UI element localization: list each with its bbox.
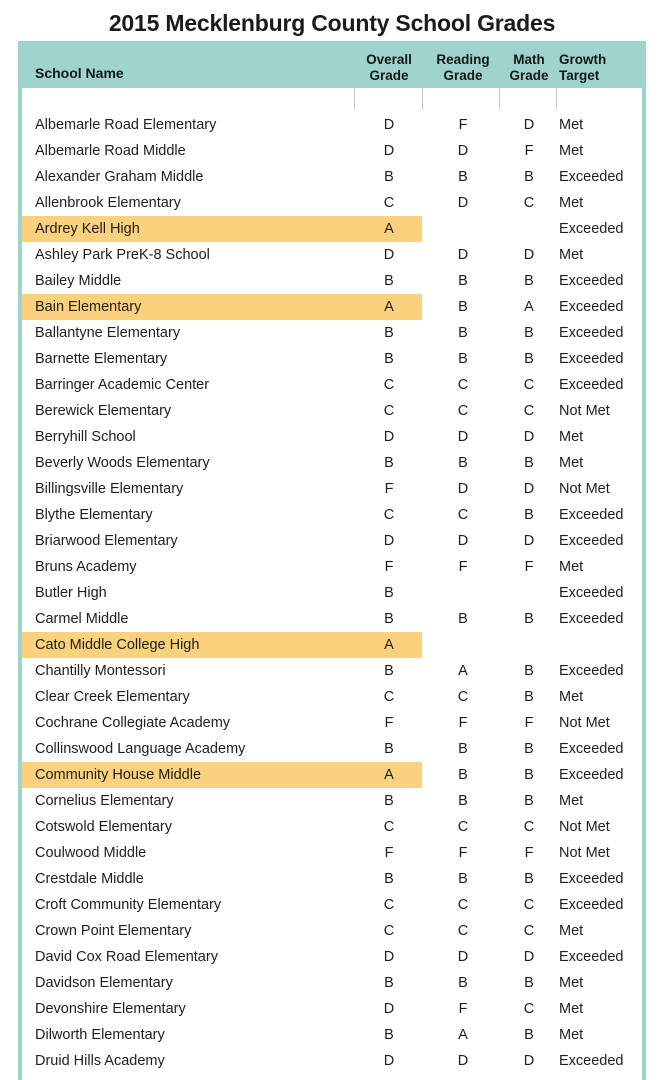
cell-growth-target: Exceeded xyxy=(559,169,624,185)
column-header-reading-grade xyxy=(426,52,500,83)
cell-math-grade: D xyxy=(523,533,535,549)
cell-reading-grade: B xyxy=(458,611,468,627)
cell-growth-target: Not Met xyxy=(559,819,610,835)
cell-growth-target: Not Met xyxy=(559,403,610,419)
cell-overall-grade: C xyxy=(383,689,395,705)
cell-school-name: Bruns Academy xyxy=(35,559,137,575)
cell-reading-grade: C xyxy=(457,819,469,835)
table-row xyxy=(22,788,642,814)
cell-reading-grade: F xyxy=(458,559,468,575)
cell-school-name: Croft Community Elementary xyxy=(35,897,222,913)
table-row xyxy=(22,164,642,190)
cell-reading-grade: B xyxy=(458,299,468,315)
cell-math-grade: B xyxy=(524,455,534,471)
cell-math-grade: B xyxy=(524,351,534,367)
cell-growth-target: Met xyxy=(559,247,584,263)
cell-growth-target: Exceeded xyxy=(559,377,624,393)
cell-school-name: Community House Middle xyxy=(35,767,202,783)
cell-school-name: Carmel Middle xyxy=(35,611,129,627)
cell-school-name: Allenbrook Elementary xyxy=(35,195,181,211)
column-header-growth-target xyxy=(559,52,606,83)
cell-overall-grade: B xyxy=(384,663,394,679)
table-row xyxy=(22,112,642,138)
cell-overall-grade: A xyxy=(384,221,394,237)
cell-school-name: Alexander Graham Middle xyxy=(35,169,204,185)
cell-overall-grade: C xyxy=(383,897,395,913)
cell-growth-target: Exceeded xyxy=(559,611,624,627)
cell-school-name: Barnette Elementary xyxy=(35,351,168,367)
cell-school-name: Butler High xyxy=(35,585,107,601)
cell-reading-grade: D xyxy=(457,429,469,445)
cell-math-grade: C xyxy=(523,1001,535,1017)
table-header-row xyxy=(22,41,642,88)
cell-math-grade: B xyxy=(524,793,534,809)
cell-overall-grade: B xyxy=(384,585,394,601)
cell-math-grade: C xyxy=(523,897,535,913)
cell-reading-grade: B xyxy=(458,169,468,185)
cell-math-grade: B xyxy=(524,611,534,627)
cell-school-name: Chantilly Montessori xyxy=(35,663,166,679)
cell-reading-grade: B xyxy=(458,325,468,341)
cell-math-grade: B xyxy=(524,871,534,887)
table-row xyxy=(22,814,642,840)
table-row xyxy=(22,502,642,528)
cell-math-grade: B xyxy=(524,741,534,757)
cell-reading-grade: C xyxy=(457,377,469,393)
cell-reading-grade: D xyxy=(457,949,469,965)
cell-school-name: Collinswood Language Academy xyxy=(35,741,246,757)
column-header-reading-grade-line1: Reading xyxy=(436,52,490,67)
cell-math-grade: B xyxy=(524,975,534,991)
cell-school-name: Albemarle Road Elementary xyxy=(35,117,217,133)
cell-math-grade: D xyxy=(523,1053,535,1069)
table-body xyxy=(22,112,642,1074)
table-row xyxy=(22,268,642,294)
cell-school-name: Cochrane Collegiate Academy xyxy=(35,715,231,731)
cell-reading-grade: B xyxy=(458,767,468,783)
table-row xyxy=(22,944,642,970)
cell-overall-grade: A xyxy=(384,299,394,315)
cell-math-grade: C xyxy=(523,403,535,419)
cell-overall-grade: C xyxy=(383,195,395,211)
cell-math-grade: B xyxy=(524,1027,534,1043)
cell-reading-grade: D xyxy=(457,195,469,211)
column-header-school-name: School Name xyxy=(35,64,124,81)
cell-math-grade: B xyxy=(524,507,534,523)
cell-growth-target: Exceeded xyxy=(559,351,624,367)
table-row xyxy=(22,450,642,476)
cell-reading-grade: B xyxy=(458,975,468,991)
cell-math-grade: C xyxy=(523,377,535,393)
table-row xyxy=(22,372,642,398)
column-header-overall-grade-line2: Grade xyxy=(369,67,409,83)
cell-growth-target: Met xyxy=(559,689,584,705)
cell-reading-grade: F xyxy=(458,1001,468,1017)
column-header-growth-target-line1: Growth xyxy=(559,52,607,67)
cell-reading-grade: D xyxy=(457,1053,469,1069)
table-row xyxy=(22,970,642,996)
table-row xyxy=(22,320,642,346)
table-row xyxy=(22,866,642,892)
cell-school-name: Coulwood Middle xyxy=(35,845,147,861)
cell-growth-target: Exceeded xyxy=(559,273,624,289)
table-row xyxy=(22,684,642,710)
cell-reading-grade: D xyxy=(457,247,469,263)
cell-school-name: Dilworth Elementary xyxy=(35,1027,165,1043)
school-grades-table xyxy=(18,41,646,1080)
cell-reading-grade: B xyxy=(458,273,468,289)
table-row xyxy=(22,190,642,216)
column-header-overall-grade-line1: Overall xyxy=(366,52,412,67)
cell-math-grade: B xyxy=(524,689,534,705)
cell-school-name: Bailey Middle xyxy=(35,273,122,289)
column-divider-growth xyxy=(556,88,557,110)
cell-math-grade: B xyxy=(524,663,534,679)
cell-growth-target: Exceeded xyxy=(559,767,624,783)
cell-growth-target: Met xyxy=(559,793,584,809)
cell-growth-target: Exceeded xyxy=(559,299,624,315)
cell-growth-target: Met xyxy=(559,117,584,133)
cell-overall-grade: B xyxy=(384,273,394,289)
cell-math-grade: B xyxy=(524,325,534,341)
cell-math-grade: D xyxy=(523,949,535,965)
table-row xyxy=(22,216,642,242)
cell-school-name: Berryhill School xyxy=(35,429,136,445)
column-header-math-grade-line1: Math xyxy=(513,52,545,67)
cell-overall-grade: B xyxy=(384,975,394,991)
cell-school-name: Cotswold Elementary xyxy=(35,819,172,835)
cell-math-grade: C xyxy=(523,819,535,835)
cell-overall-grade: C xyxy=(383,819,395,835)
cell-growth-target: Exceeded xyxy=(559,741,624,757)
cell-growth-target: Not Met xyxy=(559,481,610,497)
cell-overall-grade: D xyxy=(383,949,395,965)
cell-growth-target: Exceeded xyxy=(559,507,624,523)
cell-overall-grade: A xyxy=(384,767,394,783)
table-row xyxy=(22,138,642,164)
table-row xyxy=(22,294,642,320)
cell-school-name: Blythe Elementary xyxy=(35,507,153,523)
cell-growth-target: Met xyxy=(559,1001,584,1017)
cell-reading-grade: C xyxy=(457,507,469,523)
cell-growth-target: Not Met xyxy=(559,845,610,861)
cell-overall-grade: D xyxy=(383,247,395,263)
cell-growth-target: Exceeded xyxy=(559,221,624,237)
cell-school-name: Ashley Park PreK-8 School xyxy=(35,247,210,263)
cell-reading-grade: F xyxy=(458,117,468,133)
cell-math-grade: F xyxy=(524,845,534,861)
cell-overall-grade: B xyxy=(384,871,394,887)
cell-growth-target: Exceeded xyxy=(559,533,624,549)
cell-overall-grade: D xyxy=(383,1001,395,1017)
cell-overall-grade: D xyxy=(383,533,395,549)
cell-math-grade: D xyxy=(523,247,535,263)
cell-school-name: David Cox Road Elementary xyxy=(35,949,218,965)
cell-math-grade: B xyxy=(524,767,534,783)
cell-math-grade: F xyxy=(524,143,534,159)
cell-reading-grade: D xyxy=(457,143,469,159)
cell-reading-grade: F xyxy=(458,715,468,731)
cell-overall-grade: C xyxy=(383,923,395,939)
cell-math-grade: C xyxy=(523,923,535,939)
cell-reading-grade: C xyxy=(457,403,469,419)
cell-growth-target: Exceeded xyxy=(559,325,624,341)
column-divider-zone xyxy=(22,88,642,112)
cell-overall-grade: B xyxy=(384,351,394,367)
cell-school-name: Billingsville Elementary xyxy=(35,481,184,497)
cell-overall-grade: B xyxy=(384,325,394,341)
cell-school-name: Berewick Elementary xyxy=(35,403,172,419)
cell-school-name: Davidson Elementary xyxy=(35,975,173,991)
cell-school-name: Crestdale Middle xyxy=(35,871,144,887)
cell-overall-grade: F xyxy=(384,845,394,861)
cell-school-name: Cornelius Elementary xyxy=(35,793,174,809)
table-row xyxy=(22,840,642,866)
cell-overall-grade: F xyxy=(384,559,394,575)
cell-math-grade: D xyxy=(523,429,535,445)
cell-overall-grade: B xyxy=(384,455,394,471)
table-row xyxy=(22,658,642,684)
cell-growth-target: Met xyxy=(559,559,584,575)
cell-growth-target: Met xyxy=(559,455,584,471)
cell-growth-target: Met xyxy=(559,195,584,211)
cell-reading-grade: A xyxy=(458,1027,468,1043)
cell-overall-grade: D xyxy=(383,143,395,159)
cell-math-grade: A xyxy=(524,299,534,315)
cell-math-grade: B xyxy=(524,169,534,185)
cell-school-name: Briarwood Elementary xyxy=(35,533,178,549)
cell-math-grade: B xyxy=(524,273,534,289)
cell-math-grade: D xyxy=(523,481,535,497)
table-row xyxy=(22,918,642,944)
table-row xyxy=(22,476,642,502)
cell-school-name: Barringer Academic Center xyxy=(35,377,210,393)
table-row xyxy=(22,1022,642,1048)
cell-overall-grade: B xyxy=(384,1027,394,1043)
cell-growth-target: Not Met xyxy=(559,715,610,731)
column-divider-reading xyxy=(422,88,423,110)
table-row xyxy=(22,1048,642,1074)
table-row xyxy=(22,398,642,424)
cell-growth-target: Exceeded xyxy=(559,871,624,887)
table-row xyxy=(22,554,642,580)
cell-growth-target: Exceeded xyxy=(559,949,624,965)
cell-math-grade: F xyxy=(524,559,534,575)
table-row xyxy=(22,892,642,918)
cell-overall-grade: D xyxy=(383,429,395,445)
column-header-reading-grade-line2: Grade xyxy=(443,67,483,83)
cell-reading-grade: C xyxy=(457,689,469,705)
cell-overall-grade: C xyxy=(383,377,395,393)
cell-reading-grade: D xyxy=(457,481,469,497)
cell-school-name: Druid Hills Academy xyxy=(35,1053,165,1069)
column-header-math-grade xyxy=(502,52,556,83)
cell-math-grade: D xyxy=(523,117,535,133)
table-row xyxy=(22,710,642,736)
table-row xyxy=(22,606,642,632)
cell-reading-grade: C xyxy=(457,897,469,913)
column-divider-math xyxy=(499,88,500,110)
cell-reading-grade: D xyxy=(457,533,469,549)
cell-reading-grade: B xyxy=(458,741,468,757)
cell-overall-grade: C xyxy=(383,403,395,419)
table-row xyxy=(22,632,642,658)
cell-growth-target: Exceeded xyxy=(559,585,624,601)
cell-reading-grade: C xyxy=(457,923,469,939)
cell-school-name: Clear Creek Elementary xyxy=(35,689,190,705)
cell-growth-target: Met xyxy=(559,923,584,939)
cell-school-name: Ardrey Kell High xyxy=(35,221,140,237)
cell-school-name: Cato Middle College High xyxy=(35,637,200,653)
cell-school-name: Beverly Woods Elementary xyxy=(35,455,210,471)
cell-math-grade: C xyxy=(523,195,535,211)
cell-reading-grade: F xyxy=(458,845,468,861)
cell-overall-grade: D xyxy=(383,1053,395,1069)
cell-school-name: Crown Point Elementary xyxy=(35,923,192,939)
table-row xyxy=(22,346,642,372)
table-row xyxy=(22,762,642,788)
cell-growth-target: Exceeded xyxy=(559,1053,624,1069)
cell-school-name: Devonshire Elementary xyxy=(35,1001,186,1017)
cell-school-name: Albemarle Road Middle xyxy=(35,143,186,159)
cell-overall-grade: D xyxy=(383,117,395,133)
cell-reading-grade: B xyxy=(458,455,468,471)
column-divider-overall xyxy=(354,88,355,110)
cell-growth-target: Met xyxy=(559,975,584,991)
cell-growth-target: Met xyxy=(559,143,584,159)
cell-school-name: Bain Elementary xyxy=(35,299,142,315)
column-header-math-grade-line2: Grade xyxy=(509,67,549,83)
cell-overall-grade: B xyxy=(384,169,394,185)
cell-growth-target: Exceeded xyxy=(559,897,624,913)
cell-overall-grade: B xyxy=(384,741,394,757)
cell-overall-grade: F xyxy=(384,481,394,497)
column-header-growth-target-line2: Target xyxy=(559,67,600,83)
cell-overall-grade: B xyxy=(384,611,394,627)
table-row xyxy=(22,736,642,762)
table-row xyxy=(22,424,642,450)
cell-reading-grade: A xyxy=(458,663,468,679)
column-header-overall-grade xyxy=(356,52,422,83)
cell-math-grade: F xyxy=(524,715,534,731)
cell-growth-target: Met xyxy=(559,429,584,445)
cell-reading-grade: B xyxy=(458,351,468,367)
cell-growth-target: Exceeded xyxy=(559,663,624,679)
page-title: 2015 Mecklenburg County School Grades xyxy=(108,10,556,36)
cell-overall-grade: B xyxy=(384,793,394,809)
cell-reading-grade: B xyxy=(458,793,468,809)
table-row xyxy=(22,580,642,606)
cell-overall-grade: C xyxy=(383,507,395,523)
cell-overall-grade: F xyxy=(384,715,394,731)
cell-reading-grade: B xyxy=(458,871,468,887)
table-row xyxy=(22,996,642,1022)
cell-school-name: Ballantyne Elementary xyxy=(35,325,181,341)
cell-overall-grade: A xyxy=(384,637,394,653)
cell-growth-target: Met xyxy=(559,1027,584,1043)
table-row xyxy=(22,528,642,554)
table-row xyxy=(22,242,642,268)
